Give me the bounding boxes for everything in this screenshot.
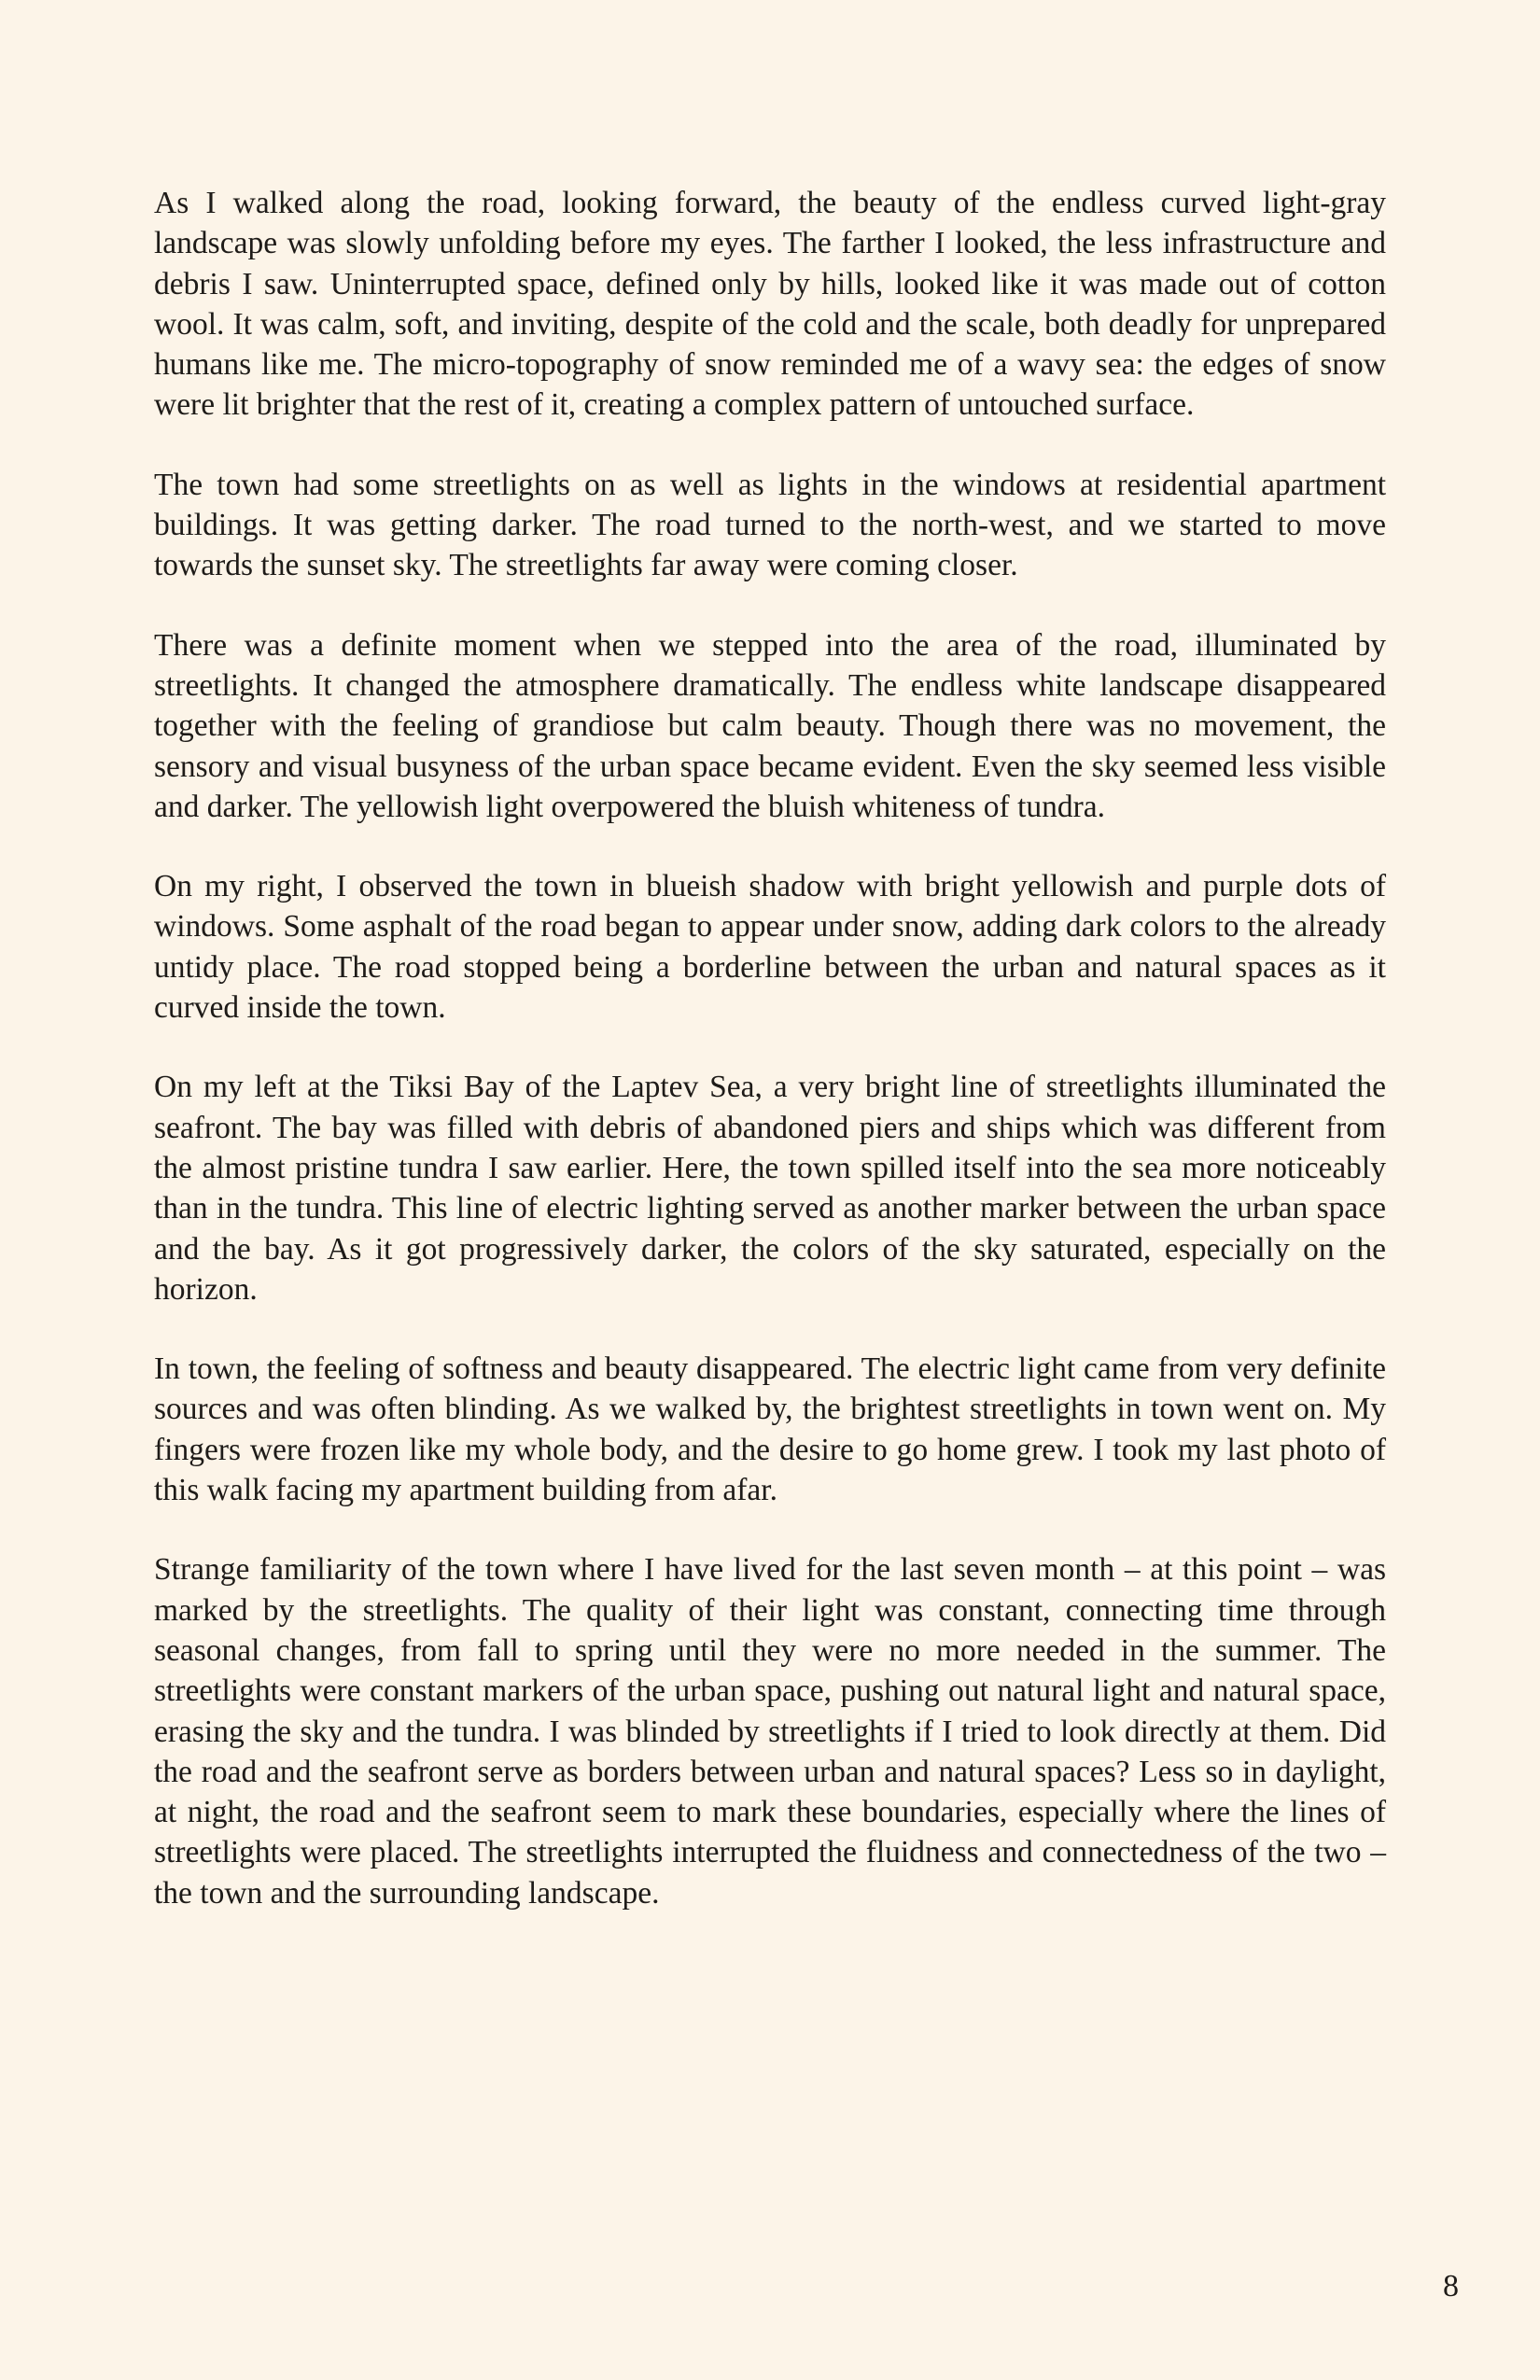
paragraph-4: On my right, I observed the town in blueish shadow with bright yellowish and purple dots of windows. Some asphalt of the road began to appear under snow, adding dark colors to the already untidy place. The road stopped being a borderline between the urban and natural spaces as it curved inside the town. (154, 869, 1386, 1026)
paragraph-1: As I walked along the road, looking forward, the beauty of the endless curved light-gray landscape was slowly unfolding before my eyes. The farther I looked, the less infrastructure and debris I saw. Uninterrupted space, defined only by hills, looked like it was made out of cotton wool. It was calm, soft, and inviting, despite of the cold and the scale, both deadly for unprepared humans like me. The micro-topography of snow reminded me of a wavy sea: the edges of snow were lit brighter that the rest of it, creating a complex pattern of untouched surface. (154, 186, 1386, 423)
page-number: 8 (1443, 2269, 1459, 2303)
paragraph-2: The town had some streetlights on as well as lights in the windows at residential apartment buildings. It was getting darker. The road turned to the north-west, and we started to move towards the sunset sky. The streetlights far away were coming closer. (154, 467, 1386, 583)
paragraph-3: There was a definite moment when we stepped into the area of the road, illuminated by streetlights. It changed the atmosphere dramatically. The endless white landscape disappeared together with the feeling of grandiose but calm beauty. Though there was no movement, the sensory and visual busyness of the urban space became evident. Even the sky seemed less visible and darker. The yellowish light overpowered the bluish whiteness of tundra. (154, 627, 1386, 824)
paragraph-7: Strange familiarity of the town where I have lived for the last seven month – at this point – was marked by the streetlights. The quality of their light was constant, connecting time through seasonal changes, from fall to spring until they were no more needed in the summer. The streetlights were constant markers of the urban space, pushing out natural light and natural space, erasing the sky and the tundra. I was blinded by streetlights if I tried to look directly at them. Did the road and the seafront serve as borders between urban and natural spaces? Less so in daylight, at night, the road and the seafront seem to mark these boundaries, especially where the lines of streetlights were placed. The streetlights interrupted the fluidness and connectedness of the two – the town and the surrounding landscape. (154, 1552, 1386, 1911)
document-body (154, 183, 1386, 1913)
paragraph-5: On my left at the Tiksi Bay of the Laptev Sea, a very bright line of streetlights illuminated the seafront. The bay was filled with debris of abandoned piers and ships which was different from the almost pristine tundra I saw earlier. Here, the town spilled itself into the sea more noticeably than in the tundra. This line of electric lighting served as another marker between the urban space and the bay. As it got progressively darker, the colors of the sky saturated, especially on the horizon. (154, 1070, 1386, 1307)
paragraph-6: In town, the feeling of softness and beauty disappeared. The electric light came from very definite sources and was often blinding. As we walked by, the brightest streetlights in town went on. My fingers were frozen like my whole body, and the desire to go home grew. I took my last photo of this walk facing my apartment building from afar. (154, 1351, 1386, 1508)
